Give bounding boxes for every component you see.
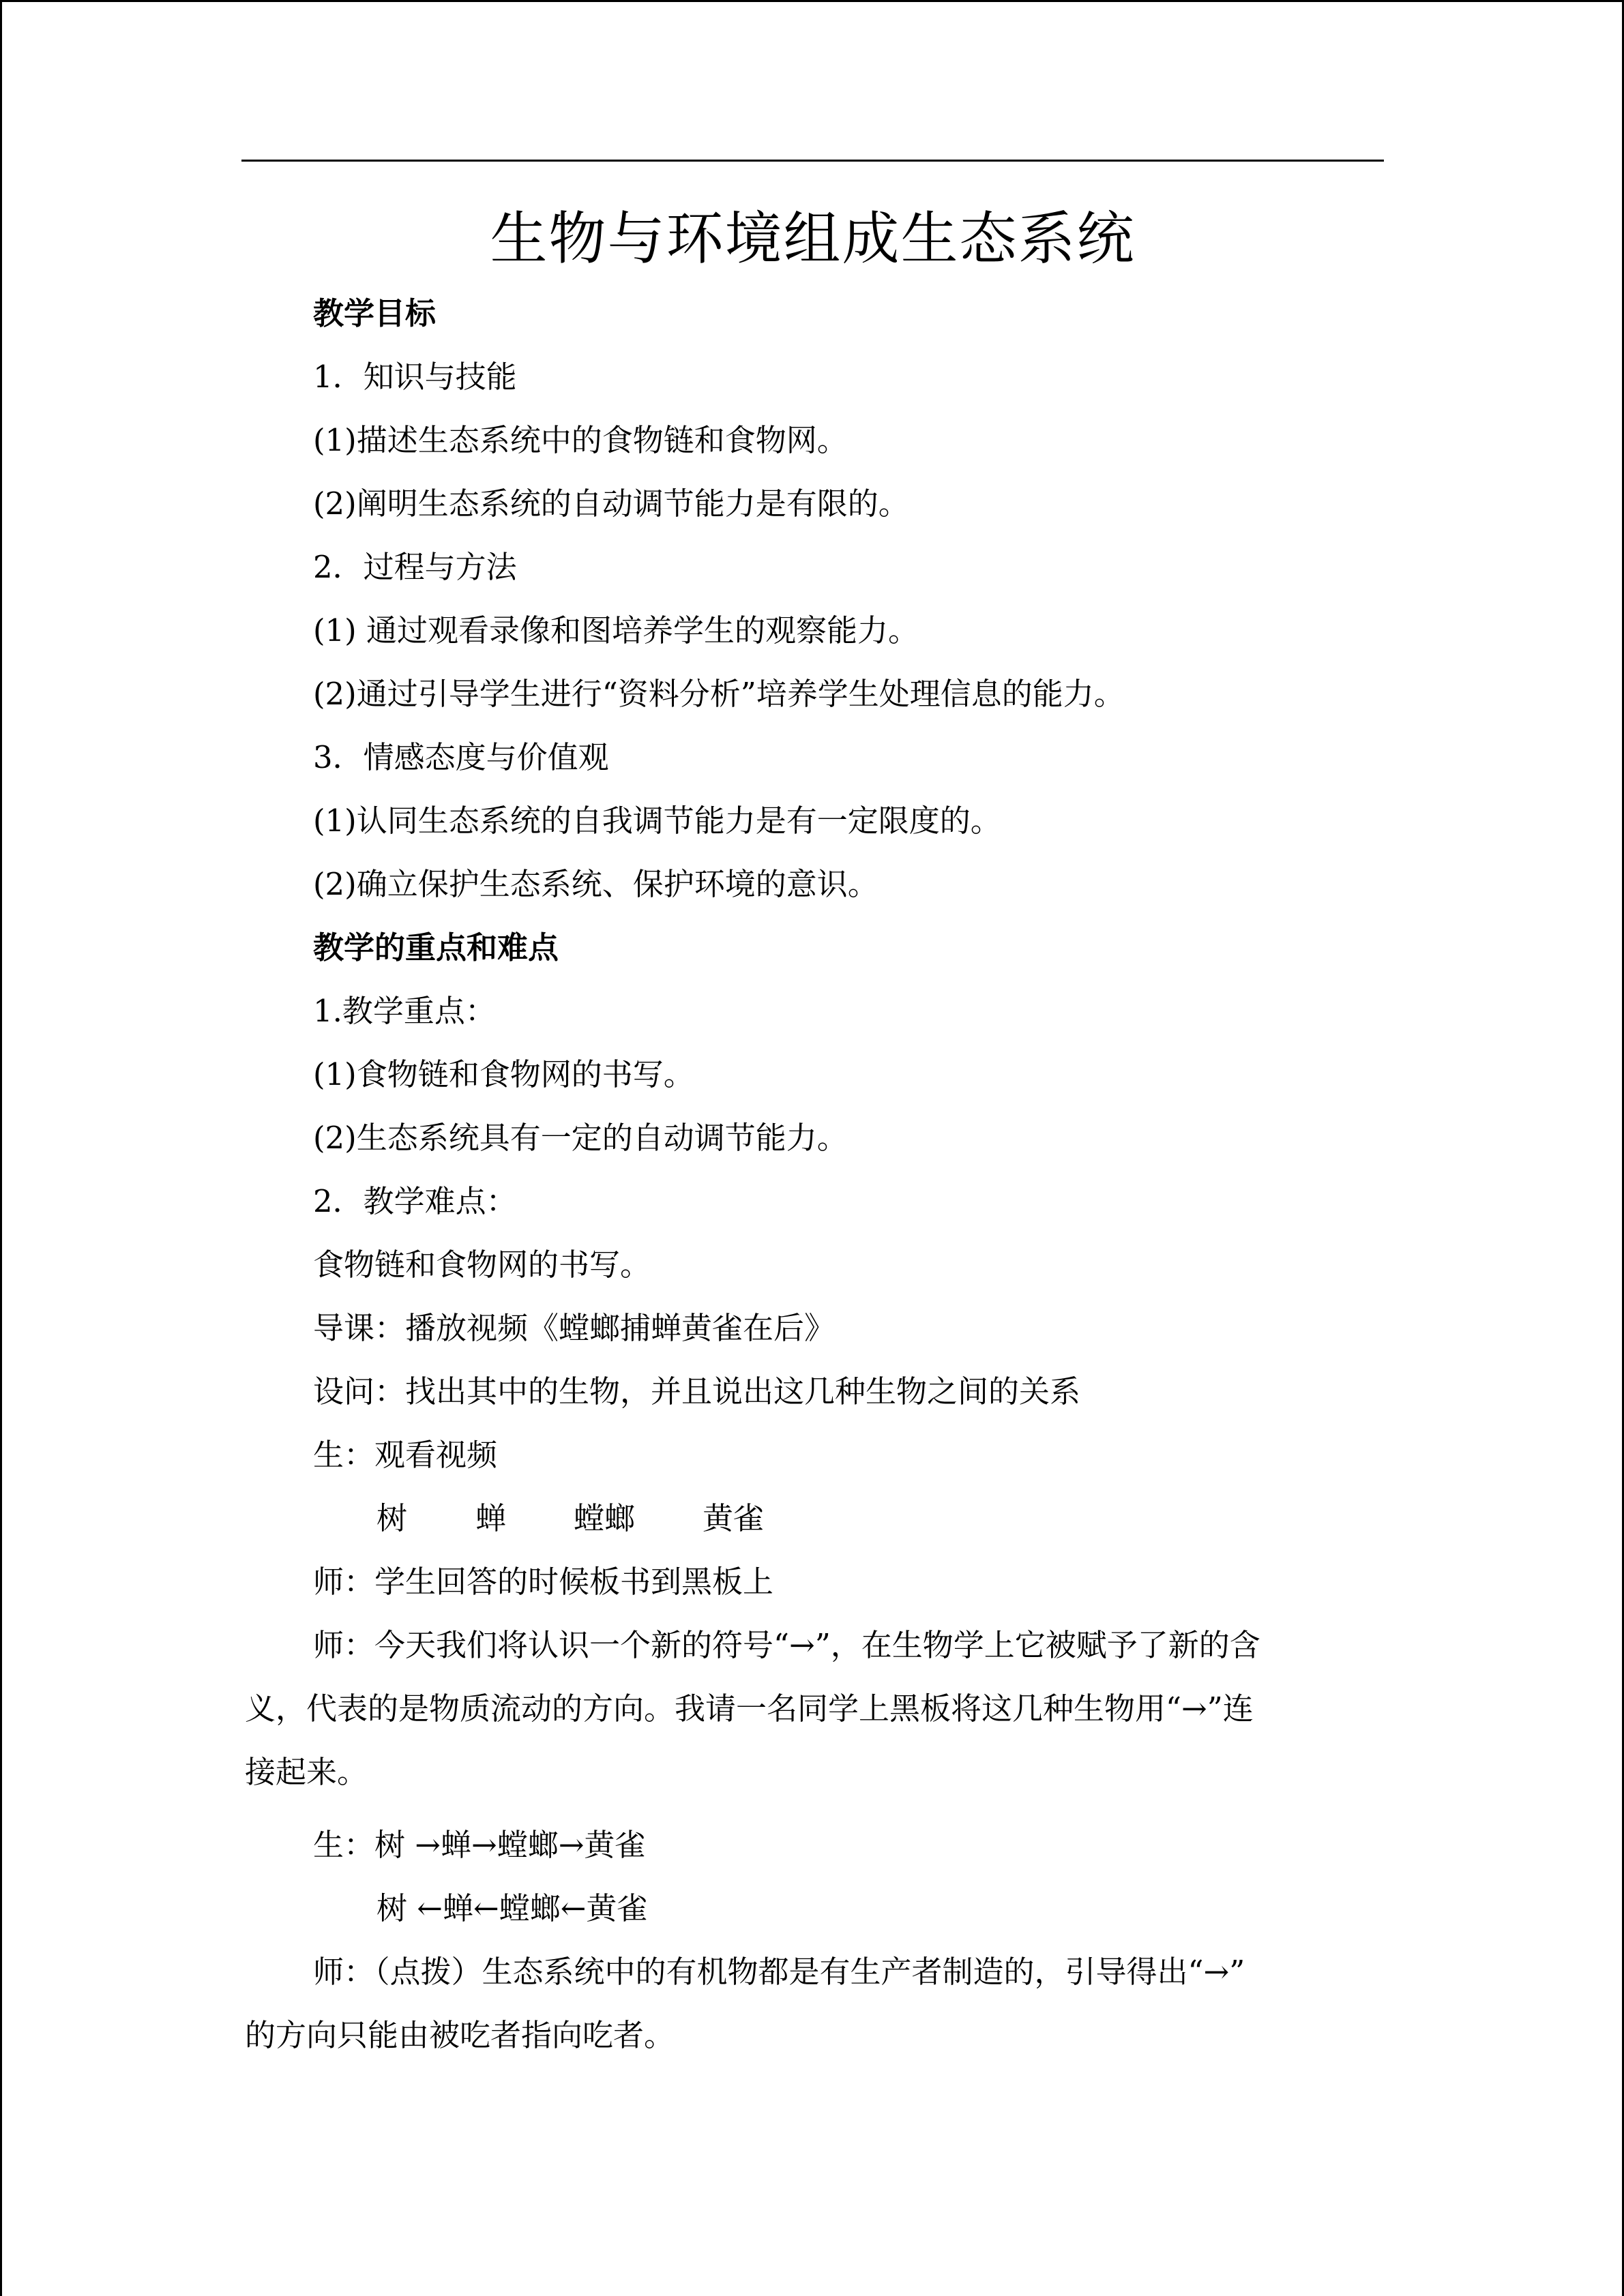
- text-line: 师：今天我们将认识一个新的符号“→”，在生物学上它被赋予了新的含: [313, 1627, 1260, 1663]
- section-heading-key-points: 教学的重点和难点: [313, 929, 559, 966]
- species-tree: 树: [377, 1500, 408, 1536]
- subheading-key-point: 1.教学重点：: [313, 993, 496, 1029]
- text-line: 师：（点拨）生态系统中的有机物都是有生产者制造的，引导得出“→”: [313, 1954, 1245, 1990]
- text-line: 生：观看视频: [313, 1437, 498, 1473]
- text-line: 义，代表的是物质流动的方向。我请一名同学上黑板将这几种生物用“→”连: [245, 1690, 1254, 1727]
- text-line: 设问：找出其中的生物，并且说出这几种生物之间的关系: [313, 1373, 1081, 1410]
- subheading-knowledge: 1．知识与技能: [313, 359, 517, 395]
- text-line: 接起来。: [245, 1754, 368, 1790]
- subheading-difficulty: 2．教学难点：: [313, 1183, 517, 1219]
- text-line: (2)生态系统具有一定的自动调节能力。: [313, 1120, 848, 1156]
- species-oriole: 黄雀: [703, 1500, 765, 1536]
- text-line: (1)描述生态系统中的食物链和食物网。: [313, 422, 848, 458]
- species-cicada: 蝉: [475, 1500, 507, 1536]
- header-rule: [241, 160, 1384, 162]
- food-chain-forward: 生：树 →蝉→螳螂→黄雀: [313, 1827, 646, 1863]
- text-line: (1)食物链和食物网的书写。: [313, 1056, 694, 1092]
- text-line: (1)认同生态系统的自我调节能力是有一定限度的。: [313, 803, 1001, 839]
- text-line: (1) 通过观看录像和图培养学生的观察能力。: [313, 612, 919, 648]
- text-line: (2)确立保护生态系统、保护环境的意识。: [313, 866, 879, 902]
- text-line: 导课：播放视频《螳螂捕蝉黄雀在后》: [313, 1310, 836, 1346]
- document-title: 生物与环境组成生态系统: [490, 205, 1136, 272]
- species-mantis: 螳螂: [574, 1500, 636, 1536]
- subheading-process: 2．过程与方法: [313, 549, 517, 585]
- text-line: (2)阐明生态系统的自动调节能力是有限的。: [313, 486, 909, 522]
- text-line: 师：学生回答的时候板书到黑板上: [313, 1564, 774, 1600]
- text-line: (2)通过引导学生进行“资料分析”培养学生处理信息的能力。: [313, 676, 1125, 712]
- text-line: 食物链和食物网的书写。: [313, 1247, 651, 1283]
- text-line: 的方向只能由被吃者指向吃者。: [245, 2017, 675, 2053]
- section-heading-objectives: 教学目标: [313, 295, 437, 331]
- food-chain-reverse: 树 ←蝉←螳螂←黄雀: [377, 1890, 648, 1926]
- subheading-attitude: 3．情感态度与价值观: [313, 739, 609, 775]
